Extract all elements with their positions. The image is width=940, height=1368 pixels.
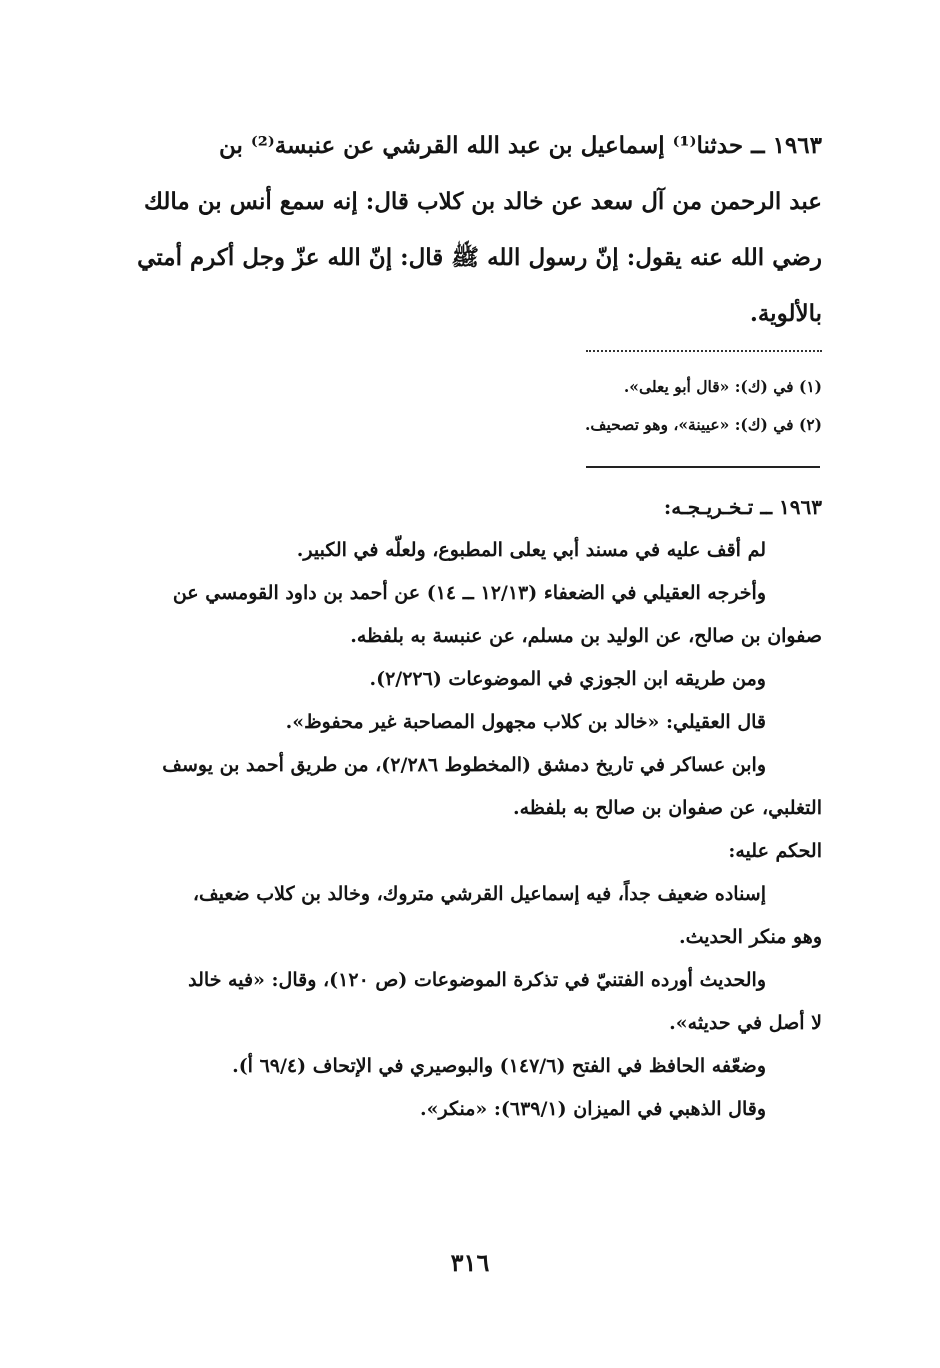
hadith-line: ١٩٦٣ ــ حدثنا⁽¹⁾ إسماعيل بن عبد الله القرشي عن عنبسة⁽²⁾ بن (219, 132, 822, 159)
page-number: ٣١٦ (450, 1248, 490, 1277)
hukm-heading: الحكم عليه: (728, 840, 822, 862)
paragraph: لم أقف عليه في مسند أبي يعلى المطبوع، ولعلّه في الكبير. (296, 539, 766, 561)
paragraph: وابن عساكر في تاريخ دمشق (المخطوط ٢/٢٨٦)، من طريق أحمد بن يوسف (162, 754, 766, 776)
hadith-line: عبد الرحمن من آل سعد عن خالد بن كلاب قال: إنه سمع أنس بن مالك (144, 188, 822, 215)
footnote-2: (٢) في (ك): «عيينة»، وهو تصحيف. (585, 415, 822, 434)
paragraph: وضعّفه الحافظ في الفتح (١٤٧/٦) والبوصيري في الإتحاف (٦٩/٤ أ). (232, 1055, 766, 1077)
footnote-1: (١) في (ك): «قال أبو يعلى». (623, 377, 822, 396)
paragraph: وأخرجه العقيلي في الضعفاء (١٢/١٣ ــ ١٤) عن أحمد بن داود القومسي عن (172, 582, 766, 604)
paragraph: والحديث أورده الفتنيّ في تذكرة الموضوعات (ص ١٢٠)، وقال: «فيه خالد (188, 969, 766, 991)
paragraph: ومن طريقه ابن الجوزي في الموضوعات (٢/٢٢٦). (369, 668, 766, 690)
section-divider (586, 466, 820, 468)
takhrij-section (96, 486, 822, 1131)
footnote-separator-dots (586, 338, 822, 352)
takhrij-heading: ١٩٦٣ ــ تـخـريـجـه: (663, 495, 822, 519)
paragraph: وقال الذهبي في الميزان (٦٣٩/١): «منكر». (420, 1098, 766, 1120)
paragraph: قال العقيلي: «خالد بن كلاب مجهول المصاحبة غير محفوظ». (285, 711, 766, 733)
footnotes (300, 368, 822, 444)
paragraph-continuation: التغلبي، عن صفوان بن صالح به بلفظه. (512, 797, 822, 819)
paragraph-continuation: لا أصل في حديثه». (669, 1012, 822, 1034)
paragraph-continuation: وهو منكر الحديث. (679, 926, 822, 948)
paragraph: إسناده ضعيف جداً، فيه إسماعيل القرشي متروك، وخالد بن كلاب ضعيف، (192, 883, 766, 905)
paragraph-continuation: صفوان بن صالح، عن الوليد بن مسلم، عن عنبسة به بلفظه. (350, 625, 822, 647)
hadith-line: رضي الله عنه يقول: إنّ رسول الله ﷺ قال: إنّ الله عزّ وجل أكرم أمتي (137, 244, 822, 271)
hadith-line: بالألوية. (749, 300, 822, 327)
hadith-text (100, 118, 822, 342)
